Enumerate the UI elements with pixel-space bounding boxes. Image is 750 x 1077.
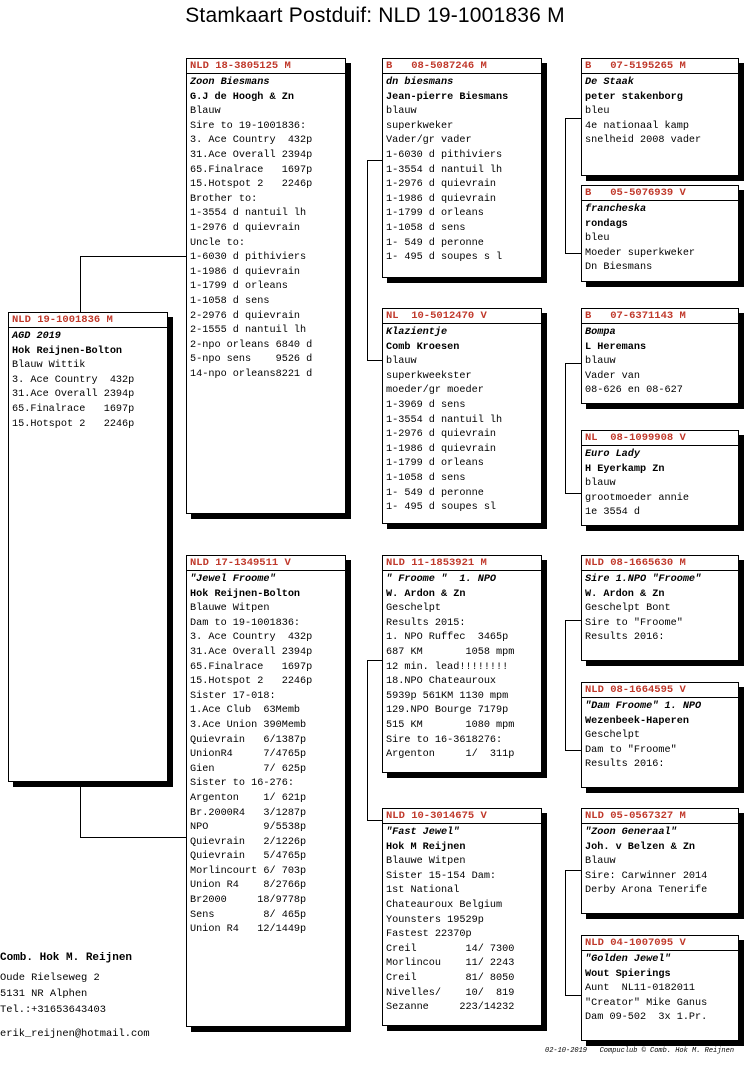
- info-line: 65.Finalrace 1697p: [190, 164, 313, 176]
- owner-name: L Heremans: [585, 341, 647, 353]
- breeder-phone: Tel.:+31653643403: [0, 1004, 107, 1016]
- info-line: Morlincourt 6/ 703p: [190, 865, 307, 877]
- info-line: Chateauroux Belgium: [386, 899, 503, 911]
- info-line: blauw: [386, 106, 417, 118]
- info-line: 12 min. lead!!!!!!!!: [386, 661, 509, 673]
- info-line: Quievrain 2/1226p: [190, 836, 307, 848]
- pigeon-name: dn biesmans: [386, 77, 454, 88]
- info-line: Creil 81/ 8050: [386, 972, 515, 984]
- ring-number: NLD 10-3014675 V: [383, 809, 541, 824]
- info-line: 1- 549 d peronne: [386, 487, 484, 499]
- pedigree-card-dsd: [581, 682, 739, 788]
- footer-credit: 02-10-2019 Compuclub © Comb. Hok M. Reijnen: [545, 1047, 735, 1055]
- info-line: 1-1986 d quievrain: [386, 193, 497, 205]
- info-line: Younsters 19529p: [386, 914, 484, 926]
- info-line: blauw: [386, 356, 417, 368]
- info-line: 3.Ace Union 390Memb: [190, 719, 307, 731]
- info-line: Results 2015:: [386, 617, 466, 629]
- info-line: 3. Ace Country 432p: [190, 135, 313, 147]
- pigeon-name: Euro Lady: [585, 449, 641, 460]
- pedigree-card-sdd: [581, 430, 739, 526]
- info-line: 31.Ace Overall 2394p: [12, 389, 135, 401]
- info-line: Blauwe Witpen: [386, 856, 466, 868]
- owner-name: H Eyerkamp Zn: [585, 463, 665, 475]
- info-line: Creil 14/ 7300: [386, 943, 515, 955]
- pigeon-name: Zoon Biesmans: [190, 77, 270, 88]
- pigeon-name: francheska: [585, 204, 647, 215]
- info-line: Sens 8/ 465p: [190, 909, 307, 921]
- ring-number: NLD 08-1665630 M: [582, 556, 738, 571]
- connector-line: [565, 995, 581, 996]
- info-line: Geschelpt: [585, 730, 641, 742]
- info-line: Sezanne 223/14232: [386, 1002, 515, 1014]
- connector-line: [367, 360, 382, 361]
- connector-line: [565, 363, 581, 364]
- connector-line: [80, 256, 186, 257]
- connector-line: [565, 870, 566, 995]
- info-line: 1-3554 d nantuil lh: [386, 414, 503, 426]
- info-line: Moeder superkweker: [585, 247, 696, 259]
- pedigree-card-sss: [581, 58, 739, 176]
- breeder-address: Oude Rielseweg 2: [0, 972, 100, 984]
- info-line: Derby Arona Tenerife: [585, 885, 708, 897]
- breeder-info: [0, 950, 150, 1042]
- info-line: 3. Ace Country 432p: [12, 374, 135, 386]
- info-line: UnionR4 7/4765p: [190, 749, 307, 761]
- info-line: 1-1799 d orleans: [386, 458, 484, 470]
- connector-line: [80, 256, 81, 312]
- info-line: Blauwe Witpen: [190, 603, 270, 615]
- info-line: 1-6030 d pithiviers: [190, 252, 307, 264]
- connector-line: [80, 837, 186, 838]
- pigeon-name: "Jewel Froome": [190, 574, 276, 585]
- connector-line: [565, 118, 566, 253]
- owner-name: rondags: [585, 218, 628, 230]
- info-line: 1st National: [386, 885, 460, 897]
- info-line: Argenton 1/ 311p: [386, 749, 515, 761]
- info-line: 4e nationaal kamp: [585, 120, 689, 132]
- info-line: blauw: [585, 356, 616, 368]
- pigeon-name: Klazientje: [386, 327, 448, 338]
- pigeon-name: "Dam Froome" 1. NPO: [585, 701, 702, 712]
- info-line: Dam 09-502 3x 1.Pr.: [585, 1012, 708, 1024]
- info-line: superkweekster: [386, 370, 472, 382]
- info-line: 1-1058 d sens: [386, 222, 466, 234]
- owner-name: Hok M Reijnen: [386, 841, 466, 853]
- ring-number: NLD 05-0567327 M: [582, 809, 738, 824]
- connector-line: [367, 160, 382, 161]
- info-line: Union R4 8/2766p: [190, 880, 307, 892]
- ring-number: NLD 04-1007095 V: [582, 936, 738, 951]
- connector-line: [80, 782, 81, 837]
- info-line: Gien 7/ 625p: [190, 763, 307, 775]
- info-line: Argenton 1/ 621p: [190, 792, 307, 804]
- info-line: Sister to 16-276:: [190, 778, 294, 790]
- pedigree-card-ddd: [581, 935, 739, 1041]
- connector-line: [565, 620, 566, 750]
- pigeon-name: "Golden Jewel": [585, 954, 671, 965]
- owner-name: W. Ardon & Zn: [585, 588, 665, 600]
- owner-name: Wezenbeek-Haperen: [585, 715, 689, 727]
- pedigree-card-sds: [581, 308, 739, 404]
- pedigree-card-dss: [581, 555, 739, 661]
- info-line: superkweker: [386, 120, 454, 132]
- info-line: 1-2976 d quievrain: [386, 179, 497, 191]
- pedigree-card-dam-dam: [382, 808, 542, 1026]
- ring-number: NL 10-5012470 V: [383, 309, 541, 324]
- connector-line: [565, 870, 581, 871]
- info-line: 1-3969 d sens: [386, 399, 466, 411]
- info-line: Results 2016:: [585, 632, 665, 644]
- pigeon-name: Bompa: [585, 327, 616, 338]
- owner-name: Comb Kroesen: [386, 341, 460, 353]
- breeder-email: erik_reijnen@hotmail.com: [0, 1028, 150, 1040]
- owner-name: Hok Reijnen-Bolton: [12, 345, 123, 357]
- ring-number: NLD 19-1001836 M: [9, 313, 167, 328]
- info-line: 65.Finalrace 1697p: [190, 661, 313, 673]
- info-line: 129.NPO Bourge 7179p: [386, 705, 509, 717]
- ring-number: B 08-5087246 M: [383, 59, 541, 74]
- info-line: "Creator" Mike Ganus: [585, 997, 708, 1009]
- breeder-city: 5131 NR Alphen: [0, 988, 88, 1000]
- ring-number: NLD 11-1853921 M: [383, 556, 541, 571]
- connector-line: [367, 820, 382, 821]
- ring-number: NLD 18-3805125 M: [187, 59, 345, 74]
- info-line: 1e 3554 d: [585, 507, 641, 519]
- pedigree-card-sire: [186, 58, 346, 514]
- info-line: Blauw: [190, 106, 221, 118]
- connector-line: [565, 750, 581, 751]
- ring-number: NL 08-1099908 V: [582, 431, 738, 446]
- info-line: 15.Hotspot 2 2246p: [12, 418, 135, 430]
- info-line: 08-626 en 08-627: [585, 385, 683, 397]
- info-line: 1-6030 d pithiviers: [386, 149, 503, 161]
- info-line: 1- 495 d soupes s l: [386, 252, 503, 264]
- info-line: 31.Ace Overall 2394p: [190, 149, 313, 161]
- info-line: Quievrain 6/1387p: [190, 734, 307, 746]
- ring-number: B 07-6371143 M: [582, 309, 738, 324]
- connector-line: [565, 363, 566, 493]
- info-line: 3. Ace Country 432p: [190, 632, 313, 644]
- owner-name: W. Ardon & Zn: [386, 588, 466, 600]
- info-line: Nivelles/ 10/ 819: [386, 987, 515, 999]
- info-line: 1-2976 d quievrain: [386, 429, 497, 441]
- pigeon-name: De Staak: [585, 77, 634, 88]
- owner-name: G.J de Hoogh & Zn: [190, 91, 294, 103]
- info-line: blauw: [585, 478, 616, 490]
- info-line: 515 KM 1080 mpm: [386, 719, 515, 731]
- info-line: Sister 15-154 Dam:: [386, 870, 497, 882]
- info-line: Br2000 18/9778p: [190, 895, 307, 907]
- info-line: 31.Ace Overall 2394p: [190, 646, 313, 658]
- info-line: 2-npo orleans 6840 d: [190, 339, 313, 351]
- info-line: 2-2976 d quievrain: [190, 310, 301, 322]
- page-title: Stamkaart Postduif: NLD 19-1001836 M: [185, 4, 565, 27]
- info-line: 1. NPO Ruffec 3465p: [386, 632, 509, 644]
- info-line: Sire to 19-1001836:: [190, 120, 307, 132]
- info-line: snelheid 2008 vader: [585, 135, 702, 147]
- connector-line: [565, 118, 581, 119]
- pedigree-card-dds: [581, 808, 739, 914]
- info-line: 1- 549 d peronne: [386, 237, 484, 249]
- info-line: 1-3554 d nantuil lh: [190, 208, 307, 220]
- info-line: 687 KM 1058 mpm: [386, 646, 515, 658]
- info-line: 65.Finalrace 1697p: [12, 403, 135, 415]
- info-line: Sister 17-018:: [190, 690, 276, 702]
- info-line: Vader van: [585, 370, 641, 382]
- info-line: Fastest 22370p: [386, 929, 472, 941]
- owner-name: peter stakenborg: [585, 91, 683, 103]
- pigeon-name: Sire 1.NPO "Froome": [585, 574, 702, 585]
- ring-number: NLD 08-1664595 V: [582, 683, 738, 698]
- info-line: Dam to "Froome": [585, 744, 677, 756]
- info-line: 14-npo orleans8221 d: [190, 368, 313, 380]
- owner-name: Wout Spierings: [585, 968, 671, 980]
- info-line: 15.Hotspot 2 2246p: [190, 179, 313, 191]
- info-line: Geschelpt Bont: [585, 603, 671, 615]
- info-line: 1-1058 d sens: [190, 295, 270, 307]
- pigeon-name: "Zoon Generaal": [585, 827, 677, 838]
- info-line: Brother to:: [190, 193, 258, 205]
- info-line: 5-npo sens 9526 d: [190, 354, 313, 366]
- info-line: NPO 9/5538p: [190, 822, 307, 834]
- info-line: Uncle to:: [190, 237, 246, 249]
- pigeon-name: " Froome " 1. NPO: [386, 574, 497, 585]
- owner-name: Hok Reijnen-Bolton: [190, 588, 301, 600]
- info-line: 1-1058 d sens: [386, 472, 466, 484]
- info-line: Geschelpt: [386, 603, 442, 615]
- info-line: 5939p 561KM 1130 mpm: [386, 690, 509, 702]
- info-line: Dam to 19-1001836:: [190, 617, 301, 629]
- info-line: Dn Biesmans: [585, 262, 653, 274]
- connector-line: [367, 660, 382, 661]
- pigeon-name: AGD 2019: [12, 331, 61, 342]
- info-line: Union R4 12/1449p: [190, 924, 307, 936]
- pedigree-card-dam-sire: [382, 555, 542, 773]
- info-line: Results 2016:: [585, 759, 665, 771]
- info-line: Blauw: [585, 856, 616, 868]
- info-line: 15.Hotspot 2 2246p: [190, 676, 313, 688]
- connector-line: [565, 253, 581, 254]
- info-line: 2-1555 d nantuil lh: [190, 325, 307, 337]
- info-line: Sire: Carwinner 2014: [585, 870, 708, 882]
- info-line: bleu: [585, 106, 610, 118]
- owner-name: Jean-pierre Biesmans: [386, 91, 509, 103]
- owner-name: Joh. v Belzen & Zn: [585, 841, 696, 853]
- info-line: 1-3554 d nantuil lh: [386, 164, 503, 176]
- info-line: Sire to 16-3618276:: [386, 734, 503, 746]
- pedigree-card-subject: [8, 312, 168, 782]
- connector-line: [565, 620, 581, 621]
- info-line: Blauw Wittik: [12, 360, 86, 372]
- pedigree-card-dam: [186, 555, 346, 1027]
- info-line: Aunt NL11-0182011: [585, 983, 696, 995]
- connector-line: [367, 660, 368, 820]
- info-line: 1- 495 d soupes sl: [386, 502, 497, 514]
- info-line: 1-1986 d quievrain: [190, 266, 301, 278]
- pedigree-card-sire-sire: [382, 58, 542, 278]
- info-line: Quievrain 5/4765p: [190, 851, 307, 863]
- info-line: 1.Ace Club 63Memb: [190, 705, 301, 717]
- info-line: Br.2000R4 3/1287p: [190, 807, 307, 819]
- connector-line: [367, 160, 368, 360]
- info-line: Vader/gr vader: [386, 135, 472, 147]
- info-line: grootmoeder annie: [585, 492, 689, 504]
- info-line: Sire to "Froome": [585, 617, 683, 629]
- ring-number: B 05-5076939 V: [582, 186, 738, 201]
- breeder-name: Comb. Hok M. Reijnen: [0, 952, 133, 964]
- info-line: 1-2976 d quievrain: [190, 222, 301, 234]
- info-line: moeder/gr moeder: [386, 385, 484, 397]
- info-line: 1-1986 d quievrain: [386, 443, 497, 455]
- pigeon-name: "Fast Jewel": [386, 827, 460, 838]
- info-line: 1-1799 d orleans: [190, 281, 288, 293]
- ring-number: B 07-5195265 M: [582, 59, 738, 74]
- pedigree-card-sire-dam: [382, 308, 542, 524]
- connector-line: [565, 493, 581, 494]
- info-line: 1-1799 d orleans: [386, 208, 484, 220]
- ring-number: NLD 17-1349511 V: [187, 556, 345, 571]
- info-line: 18.NPO Chateauroux: [386, 676, 497, 688]
- pedigree-card-ssd: [581, 185, 739, 282]
- info-line: bleu: [585, 233, 610, 245]
- info-line: Morlincou 11/ 2243: [386, 958, 515, 970]
